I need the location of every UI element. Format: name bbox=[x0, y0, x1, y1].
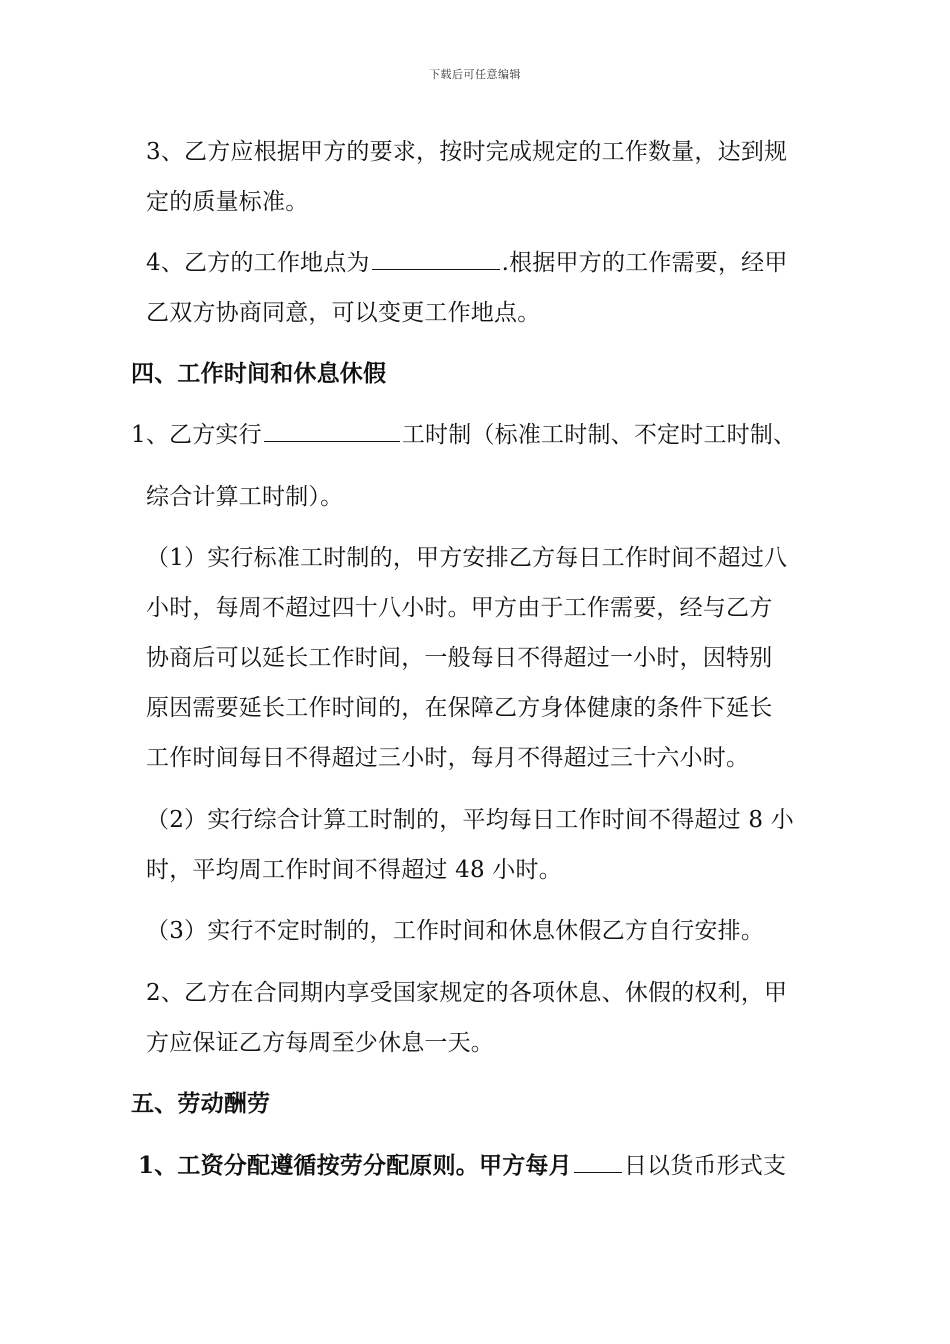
standard-hours-line-1: （1）实行标准工时制的，甲方安排乙方每日工作时间不超过八 bbox=[146, 545, 788, 571]
sec5-clause-1-text-a: 1、工资分配遵循按劳分配原则。甲方每月 bbox=[138, 1152, 572, 1179]
sec4-clause-2-line-2: 方应保证乙方每周至少休息一天。 bbox=[146, 1030, 494, 1056]
comprehensive-hours-line-2: 时，平均周工作时间不得超过 48 小时。 bbox=[146, 857, 562, 883]
standard-hours-line-3: 协商后可以延长工作时间，一般每日不得超过一小时，因特别 bbox=[146, 645, 773, 671]
clause-3-line-2: 定的质量标准。 bbox=[146, 189, 309, 215]
clause-4-text-a: 4、乙方的工作地点为 bbox=[146, 250, 370, 276]
section-4-heading: 四、工作时间和休息休假 bbox=[131, 360, 387, 387]
standard-hours-line-4: 原因需要延长工作时间的，在保障乙方身体健康的条件下延长 bbox=[146, 695, 773, 721]
clause-4-line-1 bbox=[146, 248, 788, 278]
clause-3-line-1: 3、乙方应根据甲方的要求，按时完成规定的工作数量，达到规 bbox=[146, 139, 788, 165]
sec4-clause-1-text-a: 1、乙方实行 bbox=[131, 422, 262, 448]
flexible-hours-line: （3）实行不定时制的，工作时间和休息休假乙方自行安排。 bbox=[146, 918, 765, 944]
page-header: 下载后可任意编辑 bbox=[429, 68, 521, 81]
sec4-clause-1-text-b: 工时制（标准工时制、不定时工时制、 bbox=[401, 422, 797, 448]
sec4-clause-1-line-2: 综合计算工时制）。 bbox=[146, 484, 344, 510]
comprehensive-hours-line-1: （2）实行综合计算工时制的，平均每日工作时间不得超过 8 小 bbox=[146, 807, 794, 833]
clause-4-text-b: .根据甲方的工作需要，经甲 bbox=[501, 250, 788, 276]
sec5-clause-1-line-1 bbox=[138, 1151, 786, 1181]
clause-4-line-2: 乙双方协商同意，可以变更工作地点。 bbox=[146, 300, 541, 326]
standard-hours-line-2: 小时，每周不超过四十八小时。甲方由于工作需要，经与乙方 bbox=[146, 595, 773, 621]
section-5-heading: 五、劳动酬劳 bbox=[131, 1090, 271, 1117]
sec4-clause-2-line-1: 2、乙方在合同期内享受国家规定的各项休息、休假的权利，甲 bbox=[146, 980, 788, 1006]
work-hours-system-blank[interactable] bbox=[264, 421, 400, 442]
work-location-blank[interactable] bbox=[372, 249, 500, 270]
sec5-clause-1-text-b: 日以货币形式支 bbox=[623, 1153, 787, 1179]
standard-hours-line-5: 工作时间每日不得超过三小时，每月不得超过三十六小时。 bbox=[146, 745, 750, 771]
pay-day-blank[interactable] bbox=[574, 1152, 622, 1173]
sec4-clause-1-line-1 bbox=[131, 420, 796, 450]
